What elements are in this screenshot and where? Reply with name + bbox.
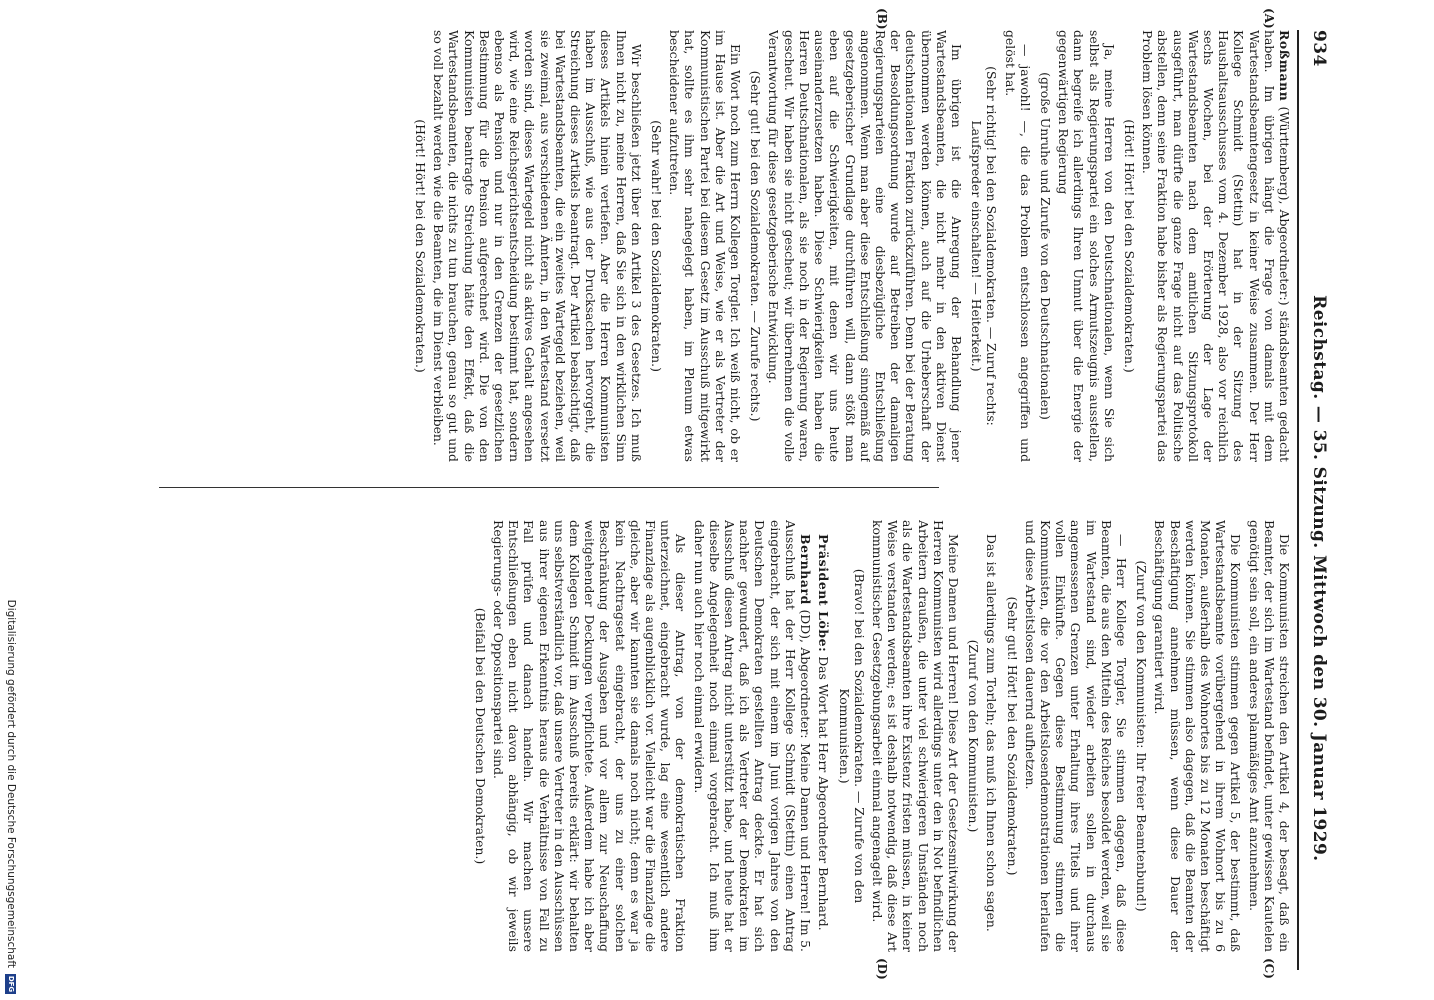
- page-number: 934: [1309, 30, 1329, 67]
- margin-mark-c: (C): [1262, 958, 1276, 979]
- right-block-6: (Zuruf von den Kommunisten.): [966, 639, 982, 833]
- right-block-1: Die Kommunisten stimmen gegen Artikel 5, der bestimmt, daß Wartestandsbeamte vorübergehend in ihrem Wohnort bis zu 6 Monaten, außerhalb des Wohnortes bis zu 12 Monaten beschäftigt werden können. Sie stimmen also dagegen, daß die Beamten der Beschäftigung annehmen müssen, wenn diese Dauer der Beschäftigung garantiert wird.: [1152, 520, 1244, 952]
- left-block-11: (Hört! Hört! bei den Sozialdemokraten.): [413, 119, 429, 373]
- digitization-credit: [2, 0, 20, 1000]
- left-block-9: (Sehr wahr! bei den Sozialdemokraten.): [649, 120, 665, 372]
- speaker-name: Bernhard: [798, 534, 814, 605]
- credit-text: Digitalisierung gefördert durch die Deutsche Forschungsgemeinschaft: [5, 599, 17, 968]
- left-column: [30, 30, 1292, 462]
- right-block-12: (Beifall bei den Deutschen Demokraten.): [472, 607, 488, 865]
- right-block-4: (Sehr gut! Hört! bei den Sozialdemokraten.): [1004, 596, 1020, 876]
- right-block-10: [691, 520, 813, 952]
- left-block-1: (Hört! Hört! bei den Sozialdemokraten.): [1121, 119, 1137, 373]
- right-block-0: Die Kommunisten streichen den Artikel 4, der besagt, daß ein Beamter, der sich im Wartestand befindet, unter gewissen Kautelen genötigt sein soll, ein anderes planmäßiges Amt anzunehmen.: [1246, 520, 1292, 952]
- speaker-name: Roßmann: [1277, 30, 1292, 102]
- speaker-name: Präsident Löbe:: [816, 534, 832, 653]
- dfg-logo: DFG: [7, 975, 15, 993]
- left-block-8: Ein Wort noch zum Herrn Kollegen Torgler. Ich weiß nicht, ob er im Hause ist. Aber die Art und Weise, wie er als Vertreter der Kommunistischen Partei bei diesem Gesetz im Ausschuß mitgewirkt hat, sollte es ihm sehr nahegelegt haben, im Plenum etwas bescheidener aufzutreten.: [667, 30, 744, 462]
- left-block-2: Ja, meine Herren von den Deutschnationalen, wenn Sie sich selbst als Regierungspartei ein solches Armutszeugnis ausstellen, dann begreife ich allerdings Ihren Unmut über die Energie der gegenwärtigen Regierung: [1056, 30, 1117, 462]
- page-header: [1297, 30, 1339, 970]
- right-block-5: Das ist allerdings zum Torleln; das muß ich Ihnen schon sagen.: [984, 534, 1000, 932]
- right-block-11: Als dieser Antrag, von der demokratischen Fraktion unterzeichnet, eingebracht wurde, lag eine wesentlich andere Finanzlage als augenblicklich vor. Vielleicht war die Finanzlage die gleiche, aber wir kannten sie damals noch nicht; denn es war ja kein Nachtragsetat eingebracht, der uns zu einer solchen Beschränkung der Ausgaben und vor allem zur Neuschaffung weitgehender Deckungen verpflichtete. Außerdem habe ich aber dem Kollegen Schmidt im Ausschuß bereits erklärt: wir behalten uns selbstverständlich vor, daß unsere Vertreter in den Ausschüssen aus ihrer eigenen Erkenntnis heraus die Verhältnisse von Fall zu Fall prüfen und danach handeln. Wir machen unsere Entschließungen eben nicht davon abhängig, ob wir jeweils Regierungs- oder Oppositionspartei sind.: [491, 520, 689, 952]
- right-text-9: Das Wort hat Herr Abgeordneter Bernhard.: [816, 656, 832, 931]
- right-block-8: (Bravo! bei den Sozialdemokraten. — Zurufe von den Kommunisten.): [836, 568, 867, 904]
- margin-mark-d: (D): [875, 958, 889, 980]
- right-block-3: — Herr Kollege Torgler, Sie stimmen dagegen, daß diese Beamten, die aus den Mitteln des Reiches besoldet werden, weil sie im Wartestand sind, wieder arbeiten sollen in durchaus angemessenen Grenzen unter Erhaltung ihres Titels und ihrer vollen Einkünfte. Gegen diese Bestimmung stimmen die Kommunisten, die vor den Arbeitslosendemonstrationen herlaufen und diese Arbeitslosen dauernd aufhetzen.: [1022, 520, 1129, 952]
- right-column: [30, 520, 1292, 952]
- right-block-9: [816, 520, 831, 952]
- right-text-10: (DD), Abgeordneter: Meine Damen und Herren! Im 5. Ausschuß hat der Herr Kollege Schmidt (Stettin) einen Antrag eingebracht, der sich mit einem im Juni vorigen Jahres von den Deutschen Demokraten gestellten Antrag deckte. Er hat sich nachher gewundert, daß ich als Vertreter der Demokraten im Ausschuß diesen Antrag nicht unterstützt habe, und heute hat er dieselbe Angelegenheit noch einmal vorgebracht. Ich muß ihm daher nun auch hier noch einmal erwidern.: [691, 520, 814, 952]
- left-block-3: (große Unruhe und Zurufe von den Deutschnationalen): [1037, 72, 1053, 420]
- left-block-5: (Sehr richtig! bei den Sozialdemokraten. — Zuruf rechts: Laufspreder einschalten! — Heiterkeit.): [969, 66, 1000, 426]
- right-block-7: Meine Damen und Herren! Diese Art der Gesetzesmitwirkung der Herren Kommunisten wird allerdings unter den in Not befindlichen Arbeitern draußen, die unter viel schwierigeren Umständen noch als die Wartestandsbeamten ihre Existenz fristen müssen, in keiner Weise verstanden werden; es ist deshalb notwendig, daß diese Art kommunistischer Gesetzgebungsarbeit einmal angenagelt wird.: [869, 520, 961, 952]
- margin-mark-a: (A): [1262, 8, 1276, 29]
- left-block-10: Wir beschließen jetzt über den Artikel 3 des Gesetzes. Ich muß Ihnen nicht zu, meine Herren, daß Sie sich in den wirklichen Sinn dieses Artikels hinein vertiefen. Aber die Herren Kommunisten haben im Ausschuß, wie aus der Drucksachen hervorgeht, die Streichung dieses Artikels beantragt. Der Artikel beabsichtigt, daß bei Wartestandsbeamten, die ein zweites Wartegeld beziehen, weil sie zweimal, aus verschiedenen Ämtern, in den Wartestand versetzt worden sind, dieses Wartegeld nicht als aktives Gehalt angesehen wird, wie eine Reichsgerichtsentscheidung bestimmt hat, sondern ebenso als Pension und nur in den Grenzen der gesetzlichen Bestimmung für die Pension aufgerechnet wird. Die von den Kommunisten beantragte Streichung hätte den Effekt, daß die Wartestandsbeamten, die nichts zu tun brauchen, genau so gut und so voll bezahlt werden wie die Beamten, die im Dienst verbleiben.: [431, 30, 644, 462]
- column-divider: [159, 487, 939, 488]
- margin-mark-b: (B): [875, 8, 889, 30]
- right-block-2: (Zuruf von den Kommunisten: Ihr freier Beamtenbund!): [1134, 560, 1150, 912]
- page-title: Reichstag. — 35. Sitzung. Mittwoch den 30. Januar 1929.: [1309, 295, 1329, 862]
- left-block-7: (Sehr gut! bei den Sozialdemokraten. — Zurufe rechts.): [748, 70, 764, 422]
- left-block-4: — jawohl! —, die das Problem entschlossen angegriffen und gelöst hat.: [1002, 30, 1033, 462]
- left-block-0: [1140, 30, 1292, 462]
- left-text-0: (Württemberg), Abgeordneter:) ständsbeamten gedacht haben. Im übrigen hängt die Frage von damals mit dem Wartestandsbeamtengesetz in keiner Weise zusammen. Der Herr Kollege Schmidt (Stettin) hat in der Sitzung des Haushaltsausschusses vom 4. Dezember 1928, also vor reichlich sechs Wochen, bei der Erörterung der Lage der Wartestandsbeamten nach dem amtlichen Sitzungsprotokoll ausgeführt, man dürfte die ganze Frage nicht auf das Politische abstellen, denn seine Fraktion habe bisher als Regierungspartei das Problem lösen können.: [1140, 30, 1292, 462]
- left-block-6: Im übrigen ist die Anregung der Behandlung jener Wartestandsbeamten, die nicht mehr in den aktiven Dienst übernommen werden können, auch auf die Urheberschaft der deutschnationalen Fraktion zurückzuführen. Denn bei der Beratung der Besoldungsordnung wurde auf Betreiben der damaligen Regierungsparteien eine diesbezügliche Entschließung angenommen. Wenn man aber diese Entschließung sinngemäß auf gesetzgeberischer Grundlage durchführen will, dann stößt man eben auf die Schwierigkeiten, mit denen wir uns heute auseinanderzusetzen haben. Diese Schwierigkeiten haben die Herren Deutschnationalen, als sie noch in der Regierung waren, gescheut. Wir haben sie nicht gescheut; wir übernehmen die volle Verantwortung für diese gesetzgeberische Entwicklung.: [766, 30, 964, 462]
